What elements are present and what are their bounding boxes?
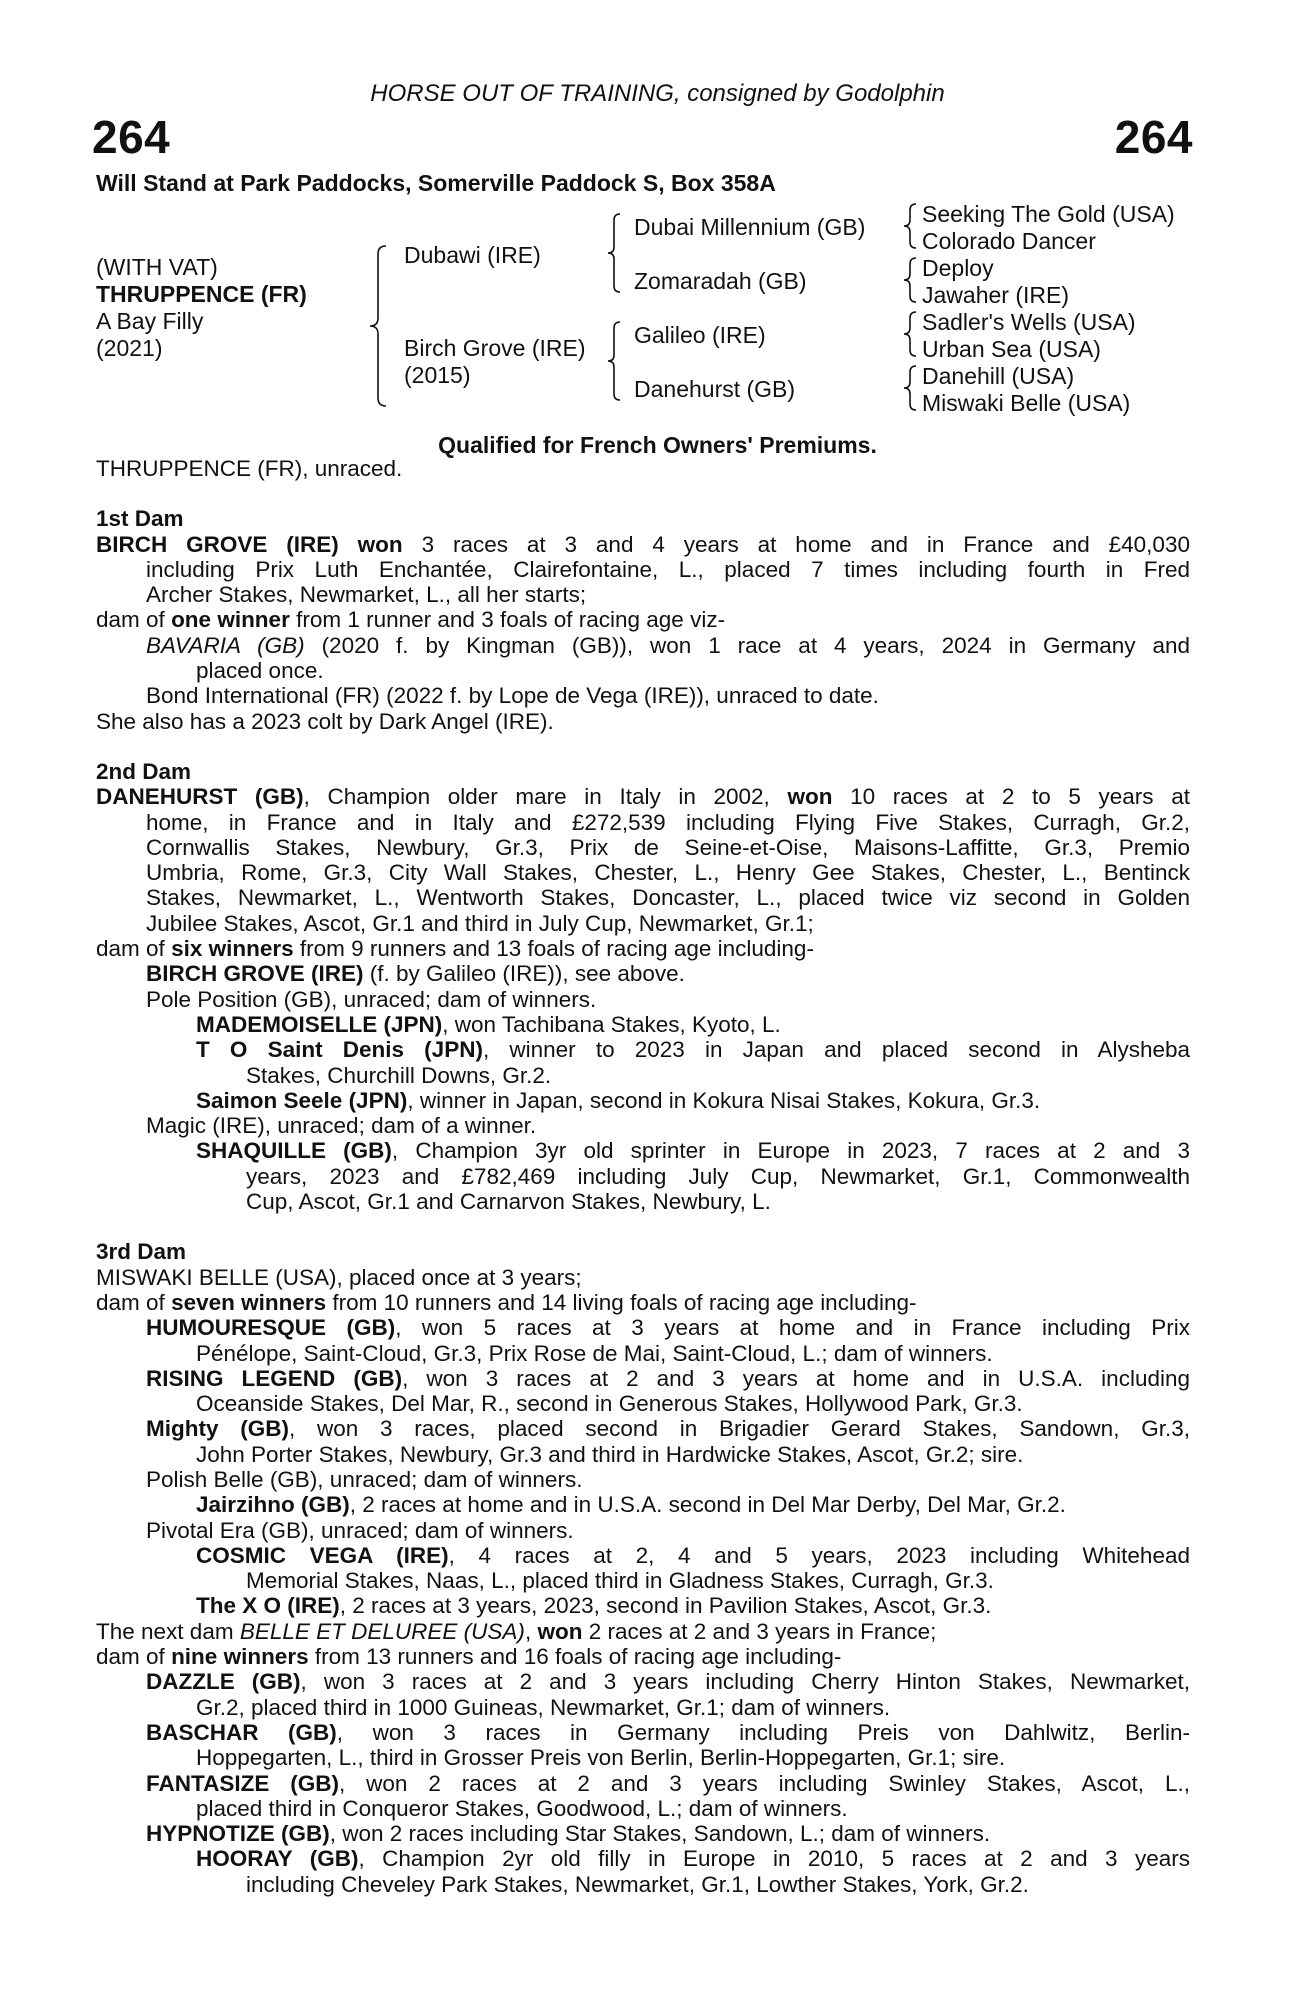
third-dam-line-6: Oceanside Stakes, Del Mar, R., second in Generous Stakes, Hollywood Park, Gr.3. (196, 1391, 1023, 1417)
first-dam-line-1: BIRCH GROVE (IRE) won 3 races at 3 and 4 years at home and in France and £40,030 (96, 531, 1190, 557)
g-ancestor-6: Urban Sea (USA) (922, 336, 1101, 362)
third-dam-line-2: dam of seven winners from 10 runners and 14 living foals of racing age including- (96, 1289, 917, 1315)
catalogue-body (96, 456, 1190, 1897)
third-dam-line-7: Mighty (GB), won 3 races, placed second in Brigadier Gerard Stakes, Sandown, Gr.3, (146, 1416, 1190, 1442)
third-dam-line-16: dam of nine winners from 13 runners and 16 foals of racing age including- (96, 1644, 842, 1670)
brace-horse (370, 246, 386, 406)
intro-line: THRUPPENCE (FR), unraced. (96, 456, 403, 481)
third-dam-line-24: HOORAY (GB), Champion 2yr old filly in Europe in 2010, 5 races at 2 and 3 years (196, 1846, 1190, 1872)
second-dam-line-8: BIRCH GROVE (IRE) (f. by Galileo (IRE)), see above. (146, 961, 685, 987)
second-dam-line-11: T O Saint Denis (JPN), winner to 2023 in Japan and placed second in Alysheba (196, 1037, 1190, 1063)
third-dam-line-25: including Cheveley Park Stakes, Newmarket, Gr.1, Lowther Stakes, York, Gr.2. (246, 1871, 1029, 1897)
brace-g3 (904, 312, 916, 356)
third-dam-line-8: John Porter Stakes, Newbury, Gr.3 and third in Hardwicke Stakes, Ascot, Gr.2; sire. (196, 1441, 1024, 1467)
brace-g2 (904, 258, 916, 302)
third-dam-line-21: FANTASIZE (GB), won 2 races at 2 and 3 years including Swinley Stakes, Ascot, L., (146, 1770, 1190, 1796)
third-dam-line-23: HYPNOTIZE (GB), won 2 races including Star Stakes, Sandown, L.; dam of winners. (146, 1821, 991, 1847)
second-dam-line-6: Jubilee Stakes, Ascot, Gr.1 and third in July Cup, Newmarket, Gr.1; (146, 910, 814, 936)
dam-dam: Danehurst (GB) (634, 376, 796, 402)
g-ancestor-7: Danehill (USA) (922, 363, 1075, 389)
third-dam-line-13: Memorial Stakes, Naas, L., placed third in Gladness Stakes, Curragh, Gr.3. (246, 1568, 994, 1594)
second-dam-line-15: SHAQUILLE (GB), Champion 3yr old sprinter in Europe in 2023, 7 races at 2 and 3 (196, 1138, 1190, 1164)
second-dam-heading: 2nd Dam (96, 758, 192, 784)
vat-label: (WITH VAT) (96, 254, 218, 280)
horse-name: THRUPPENCE (FR) (96, 281, 307, 307)
brace-g4 (904, 366, 916, 410)
second-dam-line-1: DANEHURST (GB), Champion older mare in Italy in 2002, won 10 races at 2 to 5 years at (96, 784, 1190, 810)
sire-dam: Zomaradah (GB) (634, 268, 807, 294)
second-dam-line-16: years, 2023 and £782,469 including July Cup, Newmarket, Gr.1, Commonwealth (246, 1163, 1190, 1189)
first-dam-line-6: placed once. (196, 658, 324, 684)
third-dam-line-5: RISING LEGEND (GB), won 3 races at 2 and 3 years at home and in U.S.A. including (146, 1365, 1190, 1391)
second-dam-line-14: Magic (IRE), unraced; dam of a winner. (146, 1113, 537, 1139)
second-dam-line-3: Cornwallis Stakes, Newbury, Gr.3, Prix de Seine-et-Oise, Maisons-Laffitte, Gr.3, Premio (146, 834, 1190, 860)
sire: Dubawi (IRE) (404, 242, 541, 268)
third-dam-line-19: BASCHAR (GB), won 3 races in Germany including Preis von Dahlwitz, Berlin- (146, 1719, 1190, 1745)
third-dam-line-3: HUMOURESQUE (GB), won 5 races at 3 years at home and in France including Prix (146, 1315, 1191, 1341)
g-ancestor-4: Jawaher (IRE) (922, 282, 1069, 308)
qualified-premiums: Qualified for French Owners' Premiums. (438, 432, 877, 458)
horse-year: (2021) (96, 335, 163, 361)
second-dam-line-2: home, in France and in Italy and £272,539 including Flying Five Stakes, Curragh, Gr.2, (146, 809, 1190, 835)
third-dam-heading: 3rd Dam (96, 1239, 187, 1265)
third-dam-line-12: COSMIC VEGA (IRE), 4 races at 2, 4 and 5 years, 2023 including Whitehead (196, 1542, 1190, 1568)
second-dam-line-9: Pole Position (GB), unraced; dam of winners. (146, 986, 597, 1012)
second-dam-line-12: Stakes, Churchill Downs, Gr.2. (246, 1062, 552, 1088)
g-ancestor-8: Miswaki Belle (USA) (922, 390, 1131, 416)
brace-dam (608, 322, 620, 400)
dam: Birch Grove (IRE) (404, 335, 586, 361)
first-dam-line-7: Bond International (FR) (2022 f. by Lope de Vega (IRE)), unraced to date. (146, 683, 879, 709)
dam-year: (2015) (404, 362, 471, 388)
third-dam-line-9: Polish Belle (GB), unraced; dam of winners. (146, 1466, 583, 1492)
brace-sire (608, 214, 620, 292)
g-ancestor-1: Seeking The Gold (USA) (922, 201, 1175, 227)
first-dam-line-3: Archer Stakes, Newmarket, L., all her starts; (146, 582, 587, 608)
sire-sire: Dubai Millennium (GB) (634, 214, 866, 240)
first-dam-line-5: BAVARIA (GB) (2020 f. by Kingman (GB)), won 1 race at 4 years, 2024 in Germany and (146, 632, 1190, 658)
third-dam-line-10: Jairzihno (GB), 2 races at home and in U.S.A. second in Del Mar Derby, Del Mar, Gr.2. (196, 1492, 1066, 1518)
g-ancestor-5: Sadler's Wells (USA) (922, 309, 1136, 335)
g-ancestor-2: Colorado Dancer (922, 228, 1096, 254)
third-dam-line-20: Hoppegarten, L., third in Grosser Preis von Berlin, Berlin-Hoppegarten, Gr.1; sire. (196, 1745, 1006, 1771)
consignment-line: HORSE OUT OF TRAINING, consigned by Godolphin (370, 80, 945, 107)
second-dam-line-5: Stakes, Newmarket, L., Wentworth Stakes, Doncaster, L., placed twice viz second in Golden (146, 885, 1190, 911)
horse-description: A Bay Filly (96, 308, 204, 334)
first-dam-line-4: dam of one winner from 1 runner and 3 foals of racing age viz- (96, 607, 726, 633)
lot-number-right: 264 (1114, 111, 1193, 163)
stand-location: Will Stand at Park Paddocks, Somerville Paddock S, Box 358A (96, 170, 776, 196)
first-dam-heading: 1st Dam (96, 506, 184, 532)
lot-number-left: 264 (92, 111, 171, 163)
second-dam-line-7: dam of six winners from 9 runners and 13 foals of racing age including- (96, 936, 814, 962)
third-dam-line-4: Pénélope, Saint-Cloud, Gr.3, Prix Rose de Mai, Saint-Cloud, L.; dam of winners. (196, 1340, 993, 1366)
brace-g1 (904, 204, 916, 248)
third-dam-line-11: Pivotal Era (GB), unraced; dam of winners. (146, 1517, 574, 1543)
third-dam-line-18: Gr.2, placed third in 1000 Guineas, Newmarket, Gr.1; dam of winners. (196, 1694, 891, 1720)
third-dam-line-1: MISWAKI BELLE (USA), placed once at 3 years; (96, 1264, 582, 1290)
second-dam-line-17: Cup, Ascot, Gr.1 and Carnarvon Stakes, Newbury, L. (246, 1189, 771, 1215)
second-dam-line-4: Umbria, Rome, Gr.3, City Wall Stakes, Chester, L., Henry Gee Stakes, Chester, L., Bentinck (146, 860, 1190, 886)
first-dam-line-8: She also has a 2023 colt by Dark Angel (IRE). (96, 708, 554, 734)
dam-sire: Galileo (IRE) (634, 322, 766, 348)
first-dam-line-2: including Prix Luth Enchantée, Clairefontaine, L., placed 7 times including fourth in Fred (146, 556, 1190, 582)
third-dam-line-17: DAZZLE (GB), won 3 races at 2 and 3 years including Cherry Hinton Stakes, Newmarket, (146, 1669, 1190, 1695)
third-dam-line-15: The next dam BELLE ET DELUREE (USA), won 2 races at 2 and 3 years in France; (96, 1618, 937, 1644)
third-dam-line-22: placed third in Conqueror Stakes, Goodwood, L.; dam of winners. (196, 1795, 848, 1821)
g-ancestor-3: Deploy (922, 255, 994, 281)
second-dam-line-10: MADEMOISELLE (JPN), won Tachibana Stakes, Kyoto, L. (196, 1011, 781, 1037)
second-dam-line-13: Saimon Seele (JPN), winner in Japan, second in Kokura Nisai Stakes, Kokura, Gr.3. (196, 1087, 1041, 1113)
third-dam-line-14: The X O (IRE), 2 races at 3 years, 2023, second in Pavilion Stakes, Ascot, Gr.3. (196, 1593, 992, 1619)
